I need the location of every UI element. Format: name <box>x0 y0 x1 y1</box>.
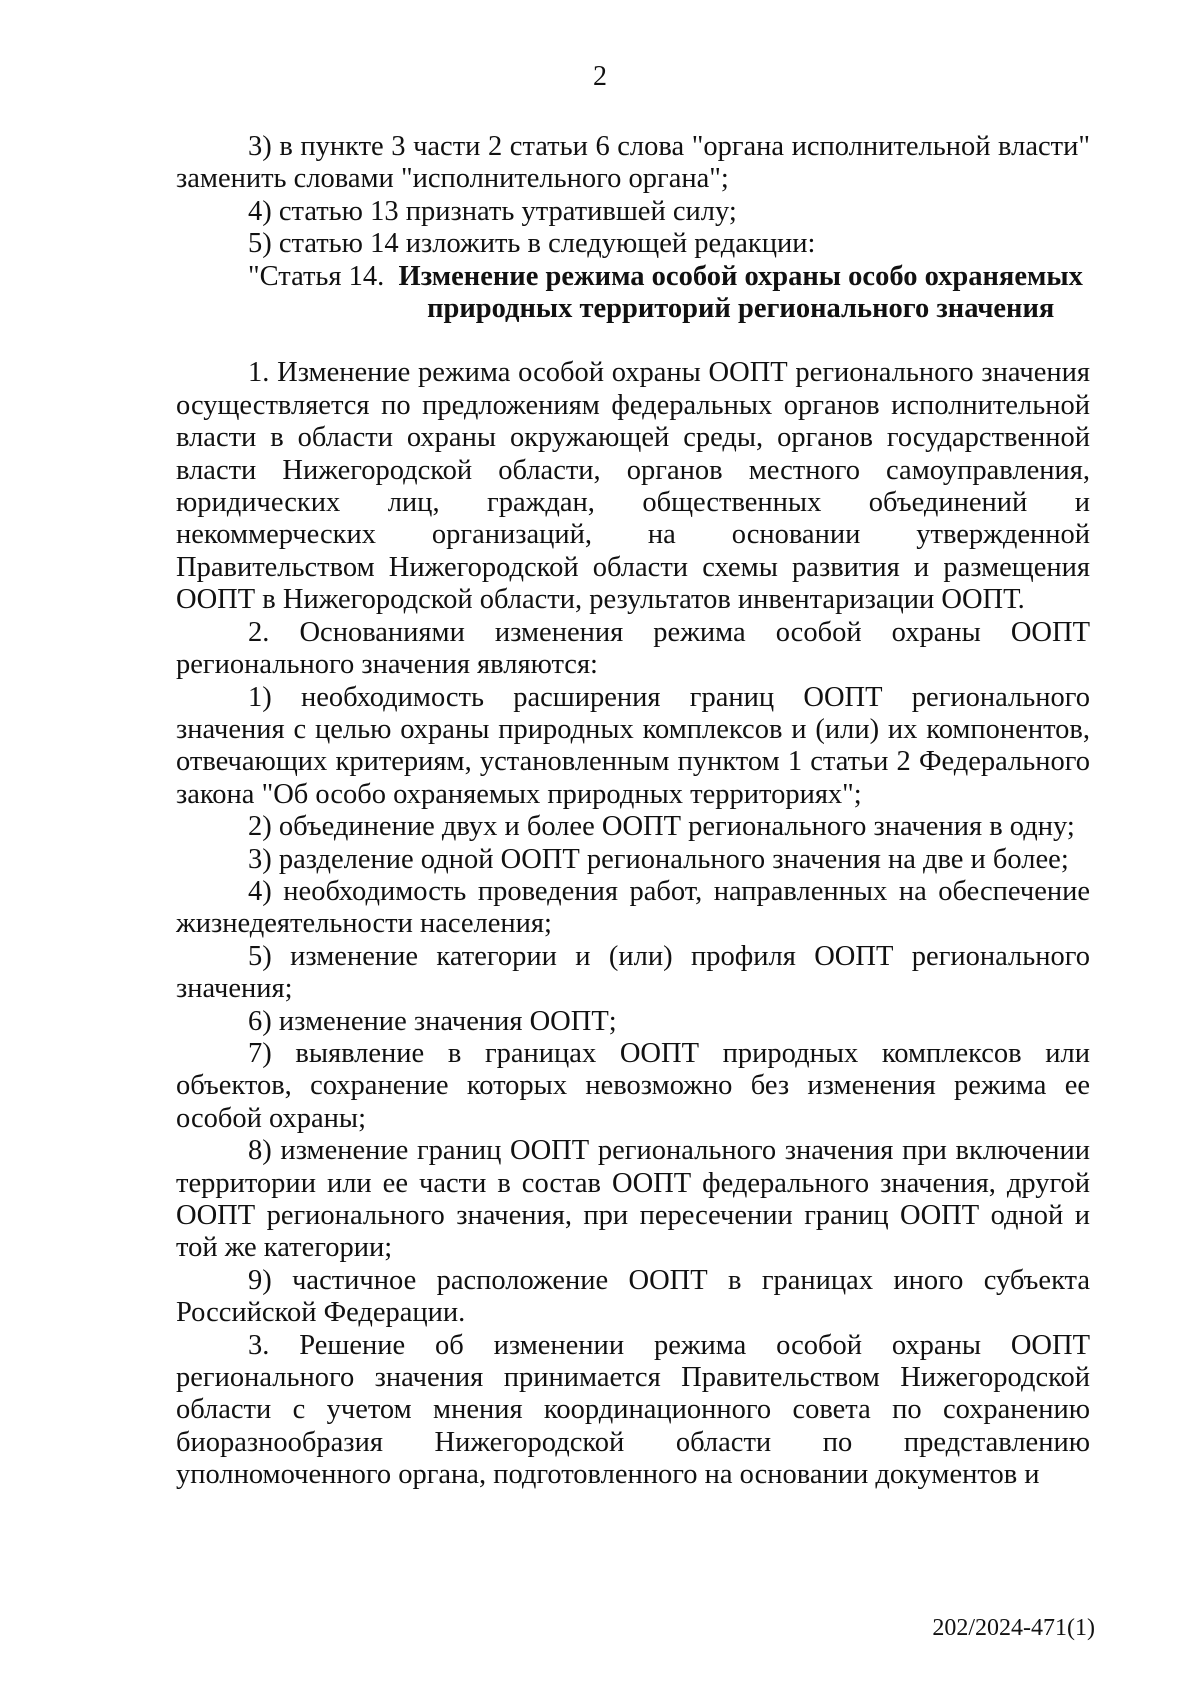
amendment-item-3: 3) в пункте 3 части 2 статьи 6 слова "органа исполнительной власти" заменить словами "исполнительного органа"; <box>176 131 1090 195</box>
amendment-item-4: 4) статью 13 признать утратившей силу; <box>248 195 737 227</box>
paragraph-2: 2. Основаниями изменения режима особой охраны ООПТ регионального значения являются: <box>176 616 1090 681</box>
list-item-8: 8) изменение границ ООПТ регионального значения при включении территории или ее части в состав ООПТ федерального значения, другой ООПТ регионального значения, при пересечении границ ООПТ одной и той же категории; <box>176 1135 1090 1264</box>
article-title: Изменение режима особой охраны особо охраняемых природных территорий регионального значения <box>398 260 1083 325</box>
list-item-5: 5) изменение категории и (или) профиля ООПТ регионального значения; <box>176 940 1090 1005</box>
page-number: 2 <box>593 61 607 92</box>
list-item-1: 1) необходимость расширения границ ООПТ регионального значения с целью охраны природных комплексов и (или) их компонентов, отвечающих критериям, установленным пунктом 1 статьи 2 Федерального закона "Об особо охраняемых природных территориях"; <box>176 681 1090 810</box>
list-item-7: 7) выявление в границах ООПТ природных комплексов или объектов, сохранение которых невозможно без изменения режима ее особой охраны; <box>176 1037 1090 1134</box>
document-body <box>176 131 1090 1492</box>
paragraph-3: 3. Решение об изменении режима особой охраны ООПТ регионального значения принимается Правительством Нижегородской области с учетом мнения координационного совета по сохранению биоразнообразия Нижегородской области по представлению уполномоченного органа, подготовленного на основании документов и <box>176 1329 1090 1491</box>
section-gap <box>176 325 1090 357</box>
document-code: 202/2024-471(1) <box>932 1615 1095 1641</box>
list-item-9: 9) частичное расположение ООПТ в границах иного субъекта Российской Федерации. <box>176 1264 1090 1329</box>
paragraph-1: 1. Изменение режима особой охраны ООПТ регионального значения осуществляется по предложениям федеральных органов исполнительной власти в области охраны окружающей среды, органов государственной власти Нижегородской области, органов местного самоуправления, юридических лиц, граждан, общественных объединений и некоммерческих организаций, на основании утвержденной Правительством Нижегородской области схемы развития и размещения ООПТ в Нижегородской области, результатов инвентаризации ООПТ. <box>176 357 1090 616</box>
amendment-item-5: 5) статью 14 изложить в следующей редакции: <box>248 228 816 260</box>
list-item-6: 6) изменение значения ООПТ; <box>248 1005 617 1037</box>
article-heading <box>248 261 1090 326</box>
list-item-4: 4) необходимость проведения работ, направленных на обеспечение жизнедеятельности населения; <box>176 875 1090 940</box>
list-item-3: 3) разделение одной ООПТ регионального значения на две и более; <box>248 843 1069 875</box>
list-item-2: 2) объединение двух и более ООПТ регионального значения в одну; <box>248 811 1075 843</box>
article-number: "Статья 14. <box>248 260 392 292</box>
